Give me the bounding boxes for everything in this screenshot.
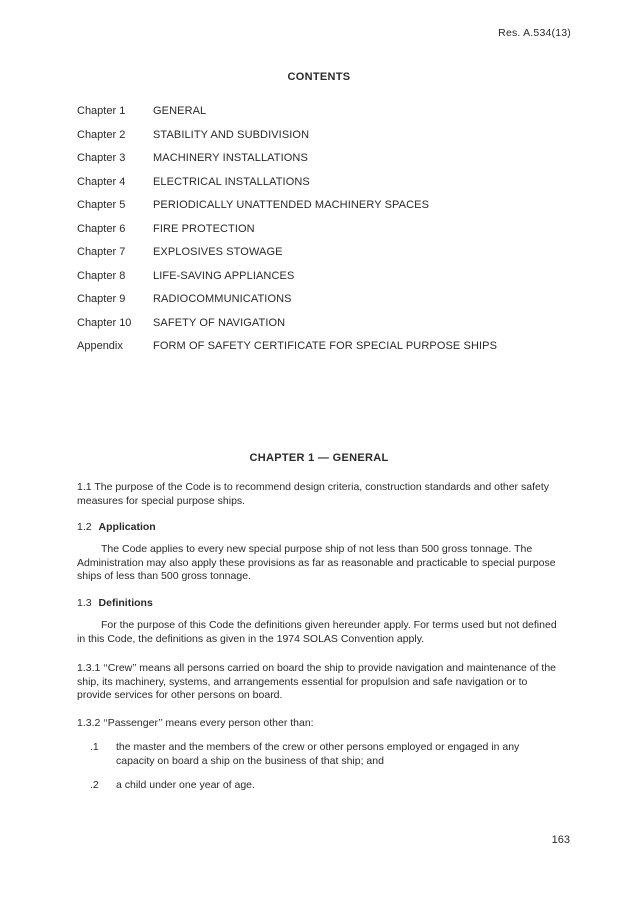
section-heading-application [77,521,563,535]
paragraph-1-1: 1.1 The purpose of the Code is to recommend design criteria, construction standards and other safety measures for special purpose ships. [77,481,549,507]
toc-entry [77,317,567,341]
toc-entry [77,105,567,129]
toc-entry [77,293,567,317]
list-item-number: .2 [90,779,99,791]
list-item-text: a child under one year of age. [116,779,255,791]
toc-chapter-label: Chapter 5 [77,199,126,211]
toc-chapter-title: ELECTRICAL INSTALLATIONS [153,175,310,188]
list-item-text: the master and the members of the crew or other persons employed or engaged in any capacity on board a ship on the business of that ship; and [116,741,520,767]
toc-entry [77,246,567,270]
toc-chapter-label: Chapter 1 [77,105,126,117]
toc-chapter-title: RADIOCOMMUNICATIONS [153,293,292,305]
toc-entry [77,340,567,364]
toc-chapter-title: EXPLOSIVES STOWAGE [153,246,283,258]
toc-chapter-title: LIFE-SAVING APPLIANCES [153,269,295,282]
toc-entry [77,176,567,200]
toc-chapter-label: Chapter 8 [77,269,126,282]
toc-chapter-label: Chapter 9 [77,293,126,305]
section-title: Application [98,521,156,533]
list-item-number: .1 [90,741,99,753]
section-heading-definitions [77,597,563,611]
section-number: 1.2 [77,521,92,533]
paragraph-1-2: The Code applies to every new special purpose ship of not less than 500 gross tonnage. The Administration may also apply these provisions as far as reasonable and practicable to special purpose ships of less than 500 gross tonnage. [77,543,556,582]
contents-title: CONTENTS [287,71,351,83]
resolution-reference: Res. A.534(13) [498,27,571,39]
toc-appendix-title: FORM OF SAFETY CERTIFICATE FOR SPECIAL PURPOSE SHIPS [153,340,498,352]
toc-chapter-title: SAFETY OF NAVIGATION [153,316,286,329]
toc-chapter-label: Chapter 2 [77,128,126,141]
toc-entry [77,223,567,247]
paragraph-1-3-2: 1.3.2 ‘‘Passenger’’ means every person other than: [77,717,314,729]
toc-chapter-label: Chapter 7 [77,246,126,258]
page-number: 163 [551,834,570,846]
toc-entry [77,129,567,153]
list-item [90,779,560,793]
toc-chapter-label: Chapter 3 [77,152,126,164]
toc-chapter-title: MACHINERY INSTALLATIONS [153,152,308,164]
toc-appendix-label: Appendix [77,340,123,352]
chapter-heading: CHAPTER 1 — GENERAL [249,452,389,464]
list-item [90,741,560,768]
toc-entry [77,199,567,223]
table-of-contents [77,105,567,364]
toc-chapter-label: Chapter 6 [77,222,126,235]
toc-entry [77,270,567,294]
toc-chapter-label: Chapter 4 [77,175,126,188]
toc-chapter-title: PERIODICALLY UNATTENDED MACHINERY SPACES [153,199,430,211]
toc-chapter-title: STABILITY AND SUBDIVISION [153,128,310,141]
paragraph-1-3: For the purpose of this Code the definitions given hereunder apply. For terms used but not defined in this Code, the definitions as given in the 1974 SOLAS Convention apply. [77,619,557,645]
section-number: 1.3 [77,597,92,609]
toc-chapter-title: FIRE PROTECTION [153,222,255,235]
paragraph-1-3-1: 1.3.1 ‘‘Crew’’ means all persons carried on board the ship to provide navigation and maintenance of the ship, its machinery, systems, and arrangements essential for propulsion and safe navigation or to provide services for other persons on board. [77,662,557,701]
toc-chapter-label: Chapter 10 [77,316,132,329]
toc-chapter-title: GENERAL [153,105,207,117]
section-title: Definitions [98,597,153,609]
toc-entry [77,152,567,176]
